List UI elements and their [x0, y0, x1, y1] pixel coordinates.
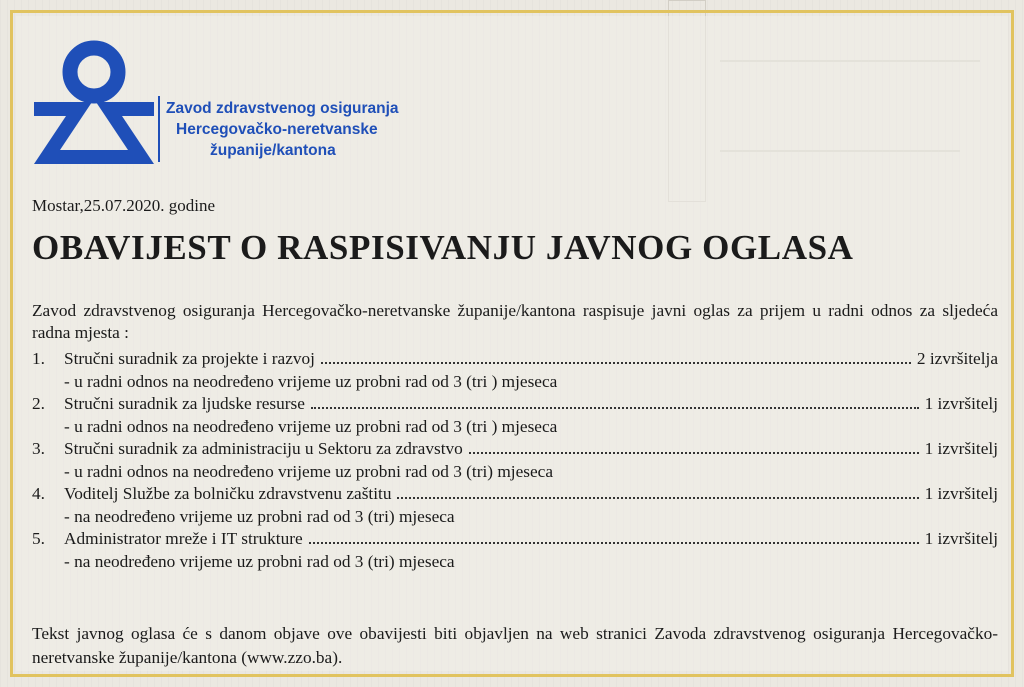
- position-number: 2.: [32, 394, 45, 413]
- outro-paragraph: Tekst javnog oglasa će s danom objave ove obavijesti biti objavljen na web stranici Zavoda zdravstvenog osiguranja Hercegovačko-neretvanske županije/kantona (www.zzo.ba).: [32, 624, 998, 667]
- position-note: - u radni odnos na neodređeno vrijeme uz probni rad od 3 (tri ) mjeseca: [64, 371, 558, 391]
- position-count: 1 izvršitelj: [924, 529, 998, 548]
- dot-leader: [321, 348, 911, 364]
- logo-line-1: Zavod zdravstvenog osiguranja: [166, 100, 399, 117]
- position-number: 1.: [32, 349, 45, 368]
- logo-divider: [158, 96, 160, 162]
- dot-leader: [397, 483, 918, 499]
- position-note: - u radni odnos na neodređeno vrijeme uz probni rad od 3 (tri ) mjeseca: [64, 416, 558, 436]
- position-note: - na neodređeno vrijeme uz probni rad od 3 (tri) mjeseca: [64, 506, 455, 526]
- position-title: Stručni suradnik za ljudske resurse: [64, 394, 305, 413]
- position-note: - na neodređeno vrijeme uz probni rad od 3 (tri) mjeseca: [64, 551, 455, 571]
- dot-leader: [309, 528, 919, 544]
- notice-heading: OBAVIJEST O RASPISIVANJU JAVNOG OGLASA: [32, 228, 854, 267]
- position-title: Administrator mreže i IT strukture: [64, 529, 303, 548]
- position-item: [32, 528, 998, 573]
- dot-leader: [469, 438, 919, 454]
- logo-line-3: županije/kantona: [210, 142, 336, 159]
- position-number: 4.: [32, 484, 45, 503]
- position-item: [32, 348, 998, 393]
- position-item: [32, 393, 998, 438]
- zzo-logo-mark-icon: [30, 28, 158, 166]
- logo-wordmark: [166, 98, 399, 161]
- position-count: 1 izvršitelj: [924, 484, 998, 503]
- position-count: 1 izvršitelj: [924, 439, 998, 458]
- position-title: Stručni suradnik za administraciju u Sektoru za zdravstvo: [64, 439, 463, 458]
- date-line: Mostar,25.07.2020. godine: [32, 196, 215, 215]
- position-title: Stručni suradnik za projekte i razvoj: [64, 349, 315, 368]
- position-note: - u radni odnos na neodređeno vrijeme uz probni rad od 3 (tri) mjeseca: [64, 461, 553, 481]
- position-count: 1 izvršitelj: [924, 394, 998, 413]
- position-number: 5.: [32, 529, 45, 548]
- position-count: 2 izvršitelja: [916, 349, 998, 368]
- position-item: [32, 438, 998, 483]
- position-item: [32, 483, 998, 528]
- positions-list: [32, 348, 998, 573]
- position-title: Voditelj Službe za bolničku zdravstvenu zaštitu: [64, 484, 392, 503]
- position-number: 3.: [32, 439, 45, 458]
- intro-paragraph: Zavod zdravstvenog osiguranja Hercegovačko-neretvanske županije/kantona raspisuje javni oglas za prijem u radni odnos za sljedeća radna mjesta :: [32, 301, 998, 342]
- logo-line-2: Hercegovačko-neretvanske: [176, 121, 378, 138]
- dot-leader: [311, 393, 919, 409]
